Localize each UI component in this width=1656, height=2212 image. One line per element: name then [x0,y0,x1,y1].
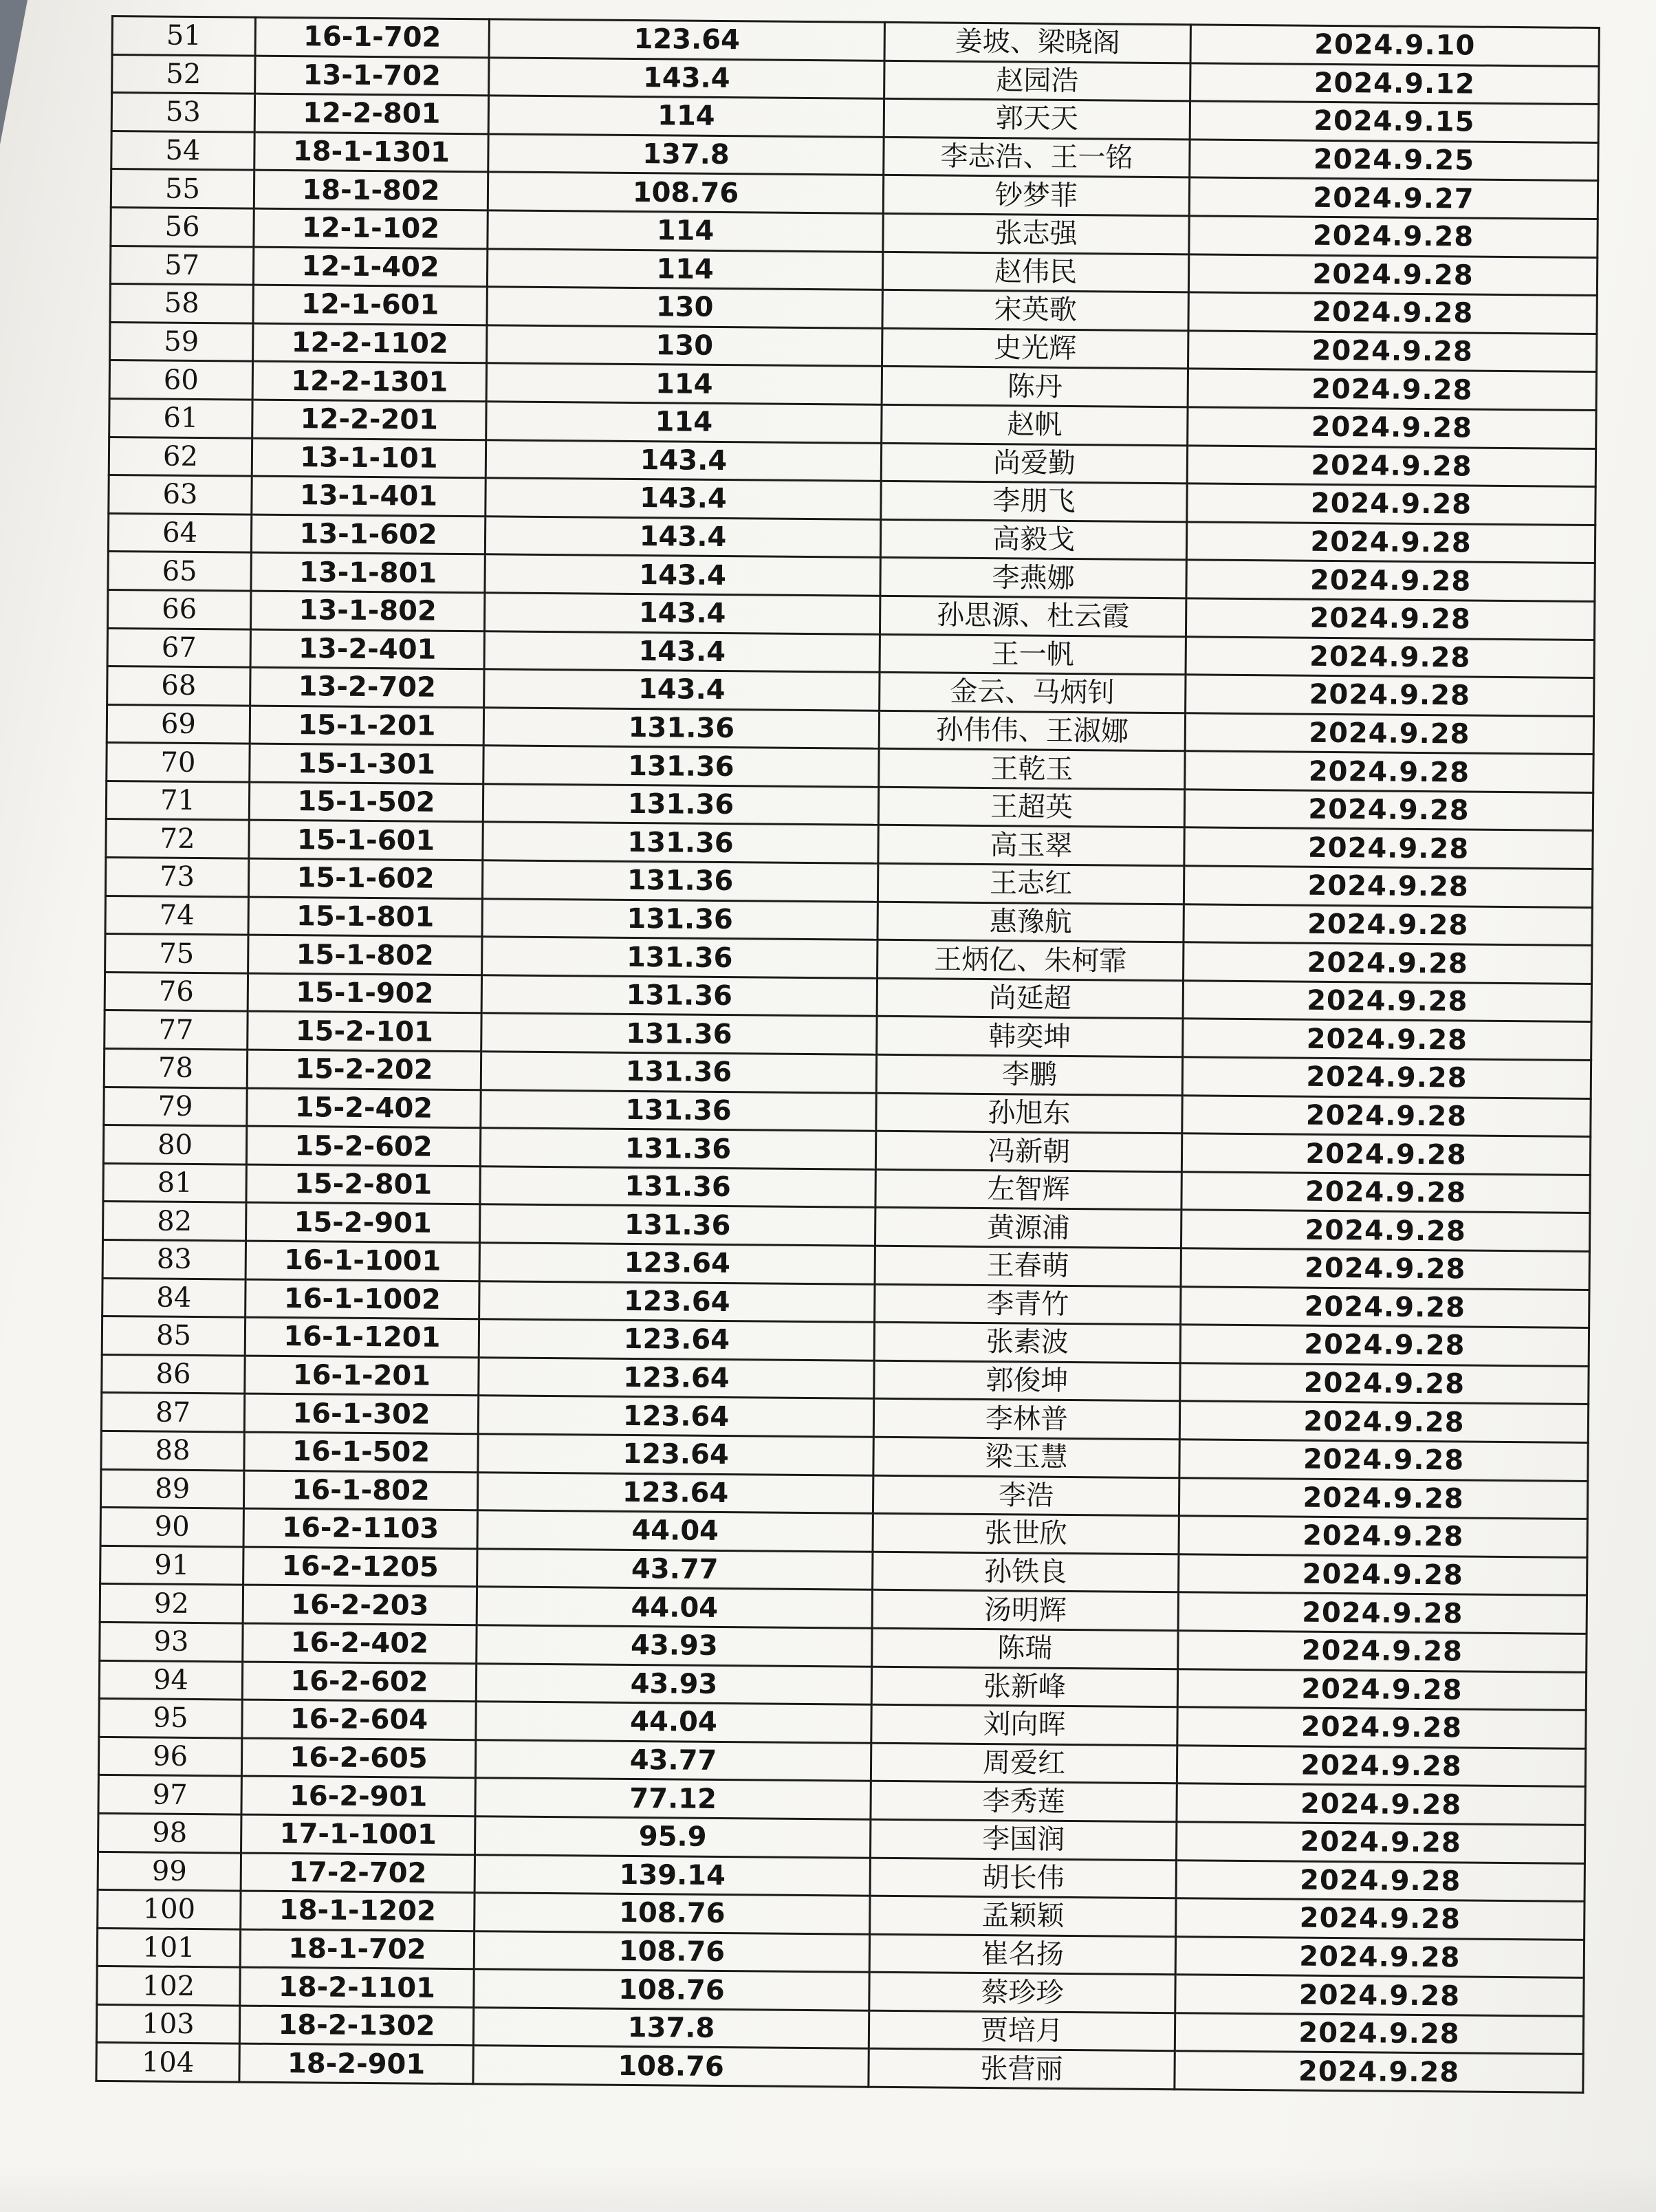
area-cell: 131.36 [481,975,877,1017]
room-number-cell: 12-1-601 [253,285,487,325]
date-cell: 2024.9.28 [1183,1019,1591,1060]
serial-number-cell: 77 [105,1010,248,1050]
serial-number-cell: 60 [109,360,252,400]
room-number-cell: 15-2-101 [248,1012,481,1052]
date-cell: 2024.9.28 [1176,1860,1584,1901]
serial-number-cell: 65 [108,552,251,591]
date-cell: 2024.9.28 [1189,216,1598,257]
serial-number-cell: 73 [105,858,248,897]
area-cell: 143.4 [485,517,880,558]
owner-name-cell: 李燕娜 [880,558,1186,598]
date-cell: 2024.9.28 [1186,675,1594,716]
room-number-cell: 18-1-802 [254,171,488,210]
area-cell: 139.14 [475,1854,870,1896]
owner-name-cell: 胡长伟 [870,1858,1176,1898]
owner-name-cell: 李秀莲 [871,1781,1177,1822]
serial-number-cell: 94 [99,1660,242,1700]
page-bottom-shade [0,2164,1656,2212]
owner-name-cell: 贾培月 [869,2010,1175,2051]
room-number-cell: 16-1-802 [243,1471,477,1510]
serial-number-cell: 103 [96,2004,239,2043]
area-cell: 131.36 [480,1167,875,1208]
area-cell: 108.76 [475,1893,870,1934]
room-number-cell: 13-1-801 [251,552,485,592]
date-cell: 2024.9.28 [1186,560,1595,601]
room-number-cell: 15-1-502 [249,782,483,822]
serial-number-cell: 78 [104,1048,247,1087]
date-cell: 2024.9.28 [1184,866,1592,907]
room-number-cell: 18-1-1202 [241,1891,475,1931]
owner-name-cell: 尚爱勤 [881,443,1187,484]
date-cell: 2024.9.28 [1175,2013,1583,2054]
serial-number-cell: 93 [100,1622,243,1661]
serial-number-cell: 79 [104,1087,247,1126]
owner-name-cell: 孙旭东 [876,1093,1182,1134]
area-cell: 143.4 [484,593,880,634]
area-cell: 108.76 [473,2046,869,2087]
room-number-cell: 16-1-1002 [246,1279,479,1319]
serial-number-cell: 90 [100,1508,243,1547]
owner-name-cell: 赵园浩 [884,61,1190,101]
serial-number-cell: 81 [103,1163,246,1202]
owner-name-cell: 黄源浦 [875,1208,1181,1248]
serial-number-cell: 92 [100,1584,243,1623]
owner-name-cell: 陈丹 [882,367,1188,407]
owner-name-cell: 梁玉慧 [873,1437,1179,1477]
date-cell: 2024.9.25 [1190,140,1598,181]
owner-name-cell: 张志强 [883,213,1189,254]
room-number-cell: 12-2-201 [252,400,486,440]
owner-name-cell: 王春萌 [875,1246,1181,1286]
area-cell: 131.36 [483,707,879,748]
room-number-cell: 15-1-602 [248,858,482,898]
date-cell: 2024.9.28 [1187,484,1595,525]
owner-name-cell: 李国润 [870,1819,1176,1860]
area-cell: 123.64 [479,1281,875,1322]
owner-name-cell: 郭天天 [884,99,1190,140]
room-number-cell: 15-1-801 [248,897,482,937]
area-cell: 143.4 [486,478,881,519]
serial-number-cell: 76 [105,972,248,1011]
room-number-cell: 15-1-802 [248,935,482,975]
owner-name-cell: 左智辉 [875,1169,1181,1210]
serial-number-cell: 87 [101,1393,244,1432]
owner-name-cell: 李志浩、王一铭 [884,137,1190,177]
owner-name-cell: 韩奕坤 [877,1017,1183,1057]
owner-name-cell: 李鹏 [876,1054,1182,1095]
area-cell: 131.36 [481,1013,877,1054]
room-number-cell: 15-2-901 [246,1202,480,1242]
room-number-cell: 16-2-1205 [243,1547,477,1587]
serial-number-cell: 96 [98,1737,241,1776]
serial-number-cell: 68 [107,666,250,706]
date-cell: 2024.9.28 [1184,942,1592,984]
room-number-cell: 12-1-102 [254,208,488,248]
owner-name-cell: 李林普 [873,1399,1179,1440]
owner-name-cell: 冯新朝 [875,1131,1181,1172]
owner-name-cell: 孙伟伟、王淑娜 [879,711,1185,751]
serial-number-cell: 54 [111,131,254,170]
area-cell: 130 [487,325,882,367]
serial-number-cell: 62 [109,437,252,476]
area-cell: 131.36 [482,937,878,978]
date-cell: 2024.9.28 [1175,1936,1584,1977]
room-number-cell: 16-2-1103 [243,1508,477,1548]
serial-number-cell: 67 [107,628,250,667]
room-number-cell: 16-2-901 [241,1776,475,1816]
serial-number-cell: 74 [105,896,248,935]
date-cell: 2024.9.28 [1181,1248,1589,1290]
serial-number-cell: 58 [110,284,253,323]
date-cell: 2024.9.28 [1179,1554,1587,1596]
owner-name-cell: 李青竹 [875,1284,1181,1325]
room-number-cell: 16-1-1001 [246,1241,479,1281]
owner-name-cell: 周爱红 [871,1743,1177,1783]
room-number-cell: 13-2-401 [250,629,484,669]
date-cell: 2024.9.28 [1183,981,1591,1022]
area-cell: 137.8 [488,134,884,175]
owner-name-cell: 金云、马炳钊 [880,672,1186,713]
owner-name-cell: 汤明辉 [872,1590,1178,1631]
ledger-table [95,15,1600,2094]
room-number-cell: 16-1-1201 [245,1317,479,1357]
area-cell: 131.36 [483,784,878,825]
room-number-cell: 15-1-601 [249,821,483,860]
area-cell: 143.4 [484,669,880,711]
owner-name-cell: 张营丽 [869,2049,1175,2090]
owner-name-cell: 崔名扬 [869,1934,1175,1975]
area-cell: 131.36 [480,1128,875,1169]
area-cell: 44.04 [477,1587,872,1628]
area-cell: 43.93 [477,1625,872,1667]
serial-number-cell: 52 [112,54,255,94]
serial-number-cell: 51 [112,17,255,56]
room-number-cell: 15-2-602 [246,1126,480,1166]
serial-number-cell: 91 [100,1546,243,1585]
date-cell: 2024.9.28 [1184,904,1592,945]
owner-name-cell: 孙思源、杜云霞 [880,596,1186,636]
date-cell: 2024.9.28 [1182,1095,1591,1136]
area-cell: 114 [488,96,884,137]
date-cell: 2024.9.28 [1186,636,1594,677]
date-cell: 2024.9.12 [1190,63,1599,104]
date-cell: 2024.9.28 [1178,1592,1587,1634]
area-cell: 130 [487,287,882,328]
owner-name-cell: 高毅戈 [880,519,1186,560]
owner-name-cell: 张素波 [874,1322,1180,1363]
date-cell: 2024.9.28 [1185,713,1593,754]
date-cell: 2024.9.28 [1177,1707,1586,1748]
date-cell: 2024.9.10 [1190,25,1599,66]
serial-number-cell: 86 [102,1354,245,1394]
room-number-cell: 16-2-605 [241,1738,475,1778]
owner-name-cell: 王乾玉 [879,749,1185,790]
serial-number-cell: 63 [109,475,252,514]
date-cell: 2024.9.28 [1188,331,1597,372]
serial-number-cell: 64 [108,513,251,552]
date-cell: 2024.9.28 [1176,1898,1584,1940]
owner-name-cell: 孙铁良 [873,1552,1179,1592]
area-cell: 123.64 [477,1472,873,1513]
date-cell: 2024.9.28 [1180,1363,1589,1405]
serial-number-cell: 84 [102,1278,246,1317]
serial-number-cell: 85 [102,1316,245,1356]
date-cell: 2024.9.28 [1181,1172,1590,1213]
room-number-cell: 13-1-401 [252,476,486,516]
serial-number-cell: 83 [102,1239,246,1279]
owner-name-cell: 李朋飞 [881,481,1187,521]
room-number-cell: 15-1-301 [250,744,483,783]
serial-number-cell: 56 [111,207,254,246]
serial-number-cell: 97 [98,1775,241,1814]
area-cell: 131.36 [482,860,878,902]
date-cell: 2024.9.28 [1181,1286,1589,1327]
area-cell: 44.04 [476,1702,871,1743]
serial-number-cell: 55 [111,169,254,208]
date-cell: 2024.9.28 [1185,751,1593,792]
date-cell: 2024.9.28 [1181,1210,1589,1251]
room-number-cell: 13-2-702 [250,667,484,707]
date-cell: 2024.9.28 [1182,1057,1591,1098]
area-cell: 108.76 [488,172,883,213]
owner-name-cell: 姜坡、梁晓阁 [884,22,1190,63]
room-number-cell: 15-2-402 [247,1088,481,1128]
serial-number-cell: 101 [97,1928,240,1967]
owner-name-cell: 张新峰 [871,1667,1177,1707]
room-number-cell: 16-2-604 [242,1700,476,1739]
date-cell: 2024.9.28 [1180,1325,1589,1366]
ledger-body [96,17,1600,2093]
area-cell: 123.64 [489,19,884,61]
serial-number-cell: 104 [96,2043,239,2082]
room-number-cell: 13-1-602 [251,514,485,554]
area-cell: 114 [488,210,883,252]
owner-name-cell: 蔡珍珍 [869,1973,1175,2013]
serial-number-cell: 72 [106,819,249,858]
serial-number-cell: 57 [110,246,253,285]
area-cell: 114 [486,363,882,404]
room-number-cell: 16-2-602 [242,1662,476,1702]
date-cell: 2024.9.15 [1190,101,1598,142]
date-cell: 2024.9.28 [1184,790,1593,831]
area-cell: 43.77 [477,1548,873,1590]
room-number-cell: 18-1-1301 [254,132,488,172]
date-cell: 2024.9.28 [1179,1477,1587,1519]
room-number-cell: 15-2-801 [246,1164,480,1204]
date-cell: 2024.9.28 [1184,827,1593,869]
serial-number-cell: 69 [107,704,250,744]
room-number-cell: 12-2-801 [254,94,488,133]
date-cell: 2024.9.27 [1189,177,1598,219]
serial-number-cell: 82 [103,1202,246,1241]
area-cell: 108.76 [474,1931,869,1972]
owner-name-cell: 李浩 [873,1475,1179,1516]
room-number-cell: 16-1-302 [244,1394,478,1433]
area-cell: 114 [487,248,882,290]
area-cell: 123.64 [479,1358,874,1399]
owner-name-cell: 郭俊坤 [874,1360,1180,1401]
room-number-cell: 12-1-402 [253,247,487,287]
serial-number-cell: 71 [106,781,249,820]
room-number-cell: 15-2-202 [247,1050,481,1089]
area-cell: 131.36 [482,898,878,940]
date-cell: 2024.9.28 [1175,2051,1583,2092]
room-number-cell: 15-1-902 [248,973,481,1013]
area-cell: 131.36 [483,822,878,863]
date-cell: 2024.9.28 [1188,369,1596,410]
room-number-cell: 12-2-1301 [252,361,486,401]
room-number-cell: 16-2-402 [243,1623,477,1663]
date-cell: 2024.9.28 [1188,292,1597,334]
date-cell: 2024.9.28 [1178,1631,1587,1672]
serial-number-cell: 80 [103,1125,246,1164]
page-corner-shadow [0,0,28,144]
room-number-cell: 18-2-901 [239,2044,473,2084]
serial-number-cell: 53 [111,93,254,132]
owner-name-cell: 张世欣 [873,1513,1179,1554]
room-number-cell: 12-2-1102 [253,323,487,363]
room-number-cell: 13-1-702 [255,56,489,96]
serial-number-cell: 66 [108,589,251,629]
serial-number-cell: 70 [107,743,250,782]
room-number-cell: 16-1-502 [244,1432,478,1472]
serial-number-cell: 88 [101,1431,244,1470]
room-number-cell: 13-1-101 [252,438,486,478]
owner-name-cell: 钞梦菲 [883,175,1189,216]
owner-name-cell: 刘向晖 [871,1704,1177,1745]
area-cell: 44.04 [477,1510,873,1552]
area-cell: 131.36 [481,1089,876,1131]
owner-name-cell: 赵伟民 [882,252,1188,292]
owner-name-cell: 王一帆 [880,634,1186,675]
serial-number-cell: 89 [100,1469,243,1508]
area-cell: 123.64 [478,1434,873,1475]
owner-name-cell: 王志红 [878,863,1184,904]
owner-name-cell: 尚延超 [877,978,1183,1019]
date-cell: 2024.9.28 [1177,1669,1586,1710]
area-cell: 43.93 [476,1663,871,1704]
owner-name-cell: 高玉翠 [878,825,1184,866]
area-cell: 143.4 [484,631,880,672]
owner-name-cell: 赵帆 [882,404,1188,445]
room-number-cell: 18-1-702 [240,1929,474,1969]
date-cell: 2024.9.28 [1176,1822,1584,1863]
area-cell: 143.4 [489,57,884,98]
date-cell: 2024.9.28 [1179,1440,1588,1481]
room-number-cell: 17-2-702 [241,1853,475,1893]
owner-name-cell: 孟颖颖 [870,1896,1176,1936]
serial-number-cell: 95 [99,1699,242,1738]
owner-name-cell: 王炳亿、朱柯霏 [878,940,1184,981]
owner-name-cell: 史光辉 [882,328,1188,369]
date-cell: 2024.9.28 [1188,254,1597,295]
area-cell: 137.8 [473,2008,869,2049]
room-number-cell: 16-1-201 [245,1356,479,1396]
area-cell: 43.77 [475,1739,871,1781]
area-cell: 95.9 [475,1817,871,1858]
serial-number-cell: 100 [98,1890,241,1929]
area-cell: 77.12 [475,1778,871,1819]
owner-name-cell: 陈瑞 [872,1628,1178,1669]
area-cell: 143.4 [486,440,881,481]
date-cell: 2024.9.28 [1186,522,1595,563]
area-cell: 143.4 [485,554,880,596]
area-cell: 123.64 [479,1319,874,1360]
date-cell: 2024.9.28 [1188,407,1596,448]
serial-number-cell: 98 [98,1813,241,1852]
owner-name-cell: 惠豫航 [878,902,1184,942]
date-cell: 2024.9.28 [1187,445,1595,486]
date-cell: 2024.9.28 [1177,1745,1585,1786]
serial-number-cell: 59 [110,322,253,361]
room-number-cell: 18-2-1101 [240,1967,474,2007]
room-number-cell: 13-1-802 [250,591,484,631]
area-cell: 108.76 [474,1969,869,2010]
owner-name-cell: 宋英歌 [882,290,1188,330]
area-cell: 131.36 [483,746,879,787]
area-cell: 114 [486,402,882,443]
date-cell: 2024.9.28 [1179,1516,1587,1557]
area-cell: 123.64 [479,1243,875,1284]
serial-number-cell: 75 [105,934,248,973]
room-number-cell: 18-2-1302 [239,2006,473,2046]
date-cell: 2024.9.28 [1177,1783,1585,1825]
date-cell: 2024.9.28 [1186,598,1594,640]
serial-number-cell: 61 [109,398,252,437]
room-number-cell: 17-1-1001 [241,1814,475,1854]
date-cell: 2024.9.28 [1179,1401,1588,1442]
serial-number-cell: 102 [97,1966,240,2006]
serial-number-cell: 99 [98,1852,241,1891]
area-cell: 131.36 [481,1052,876,1093]
date-cell: 2024.9.28 [1181,1134,1590,1175]
area-cell: 123.64 [478,1396,873,1437]
room-number-cell: 15-1-201 [250,706,483,746]
room-number-cell: 16-1-702 [255,17,489,57]
owner-name-cell: 王超英 [878,787,1184,827]
room-number-cell: 16-2-203 [243,1585,477,1625]
area-cell: 131.36 [479,1204,875,1246]
date-cell: 2024.9.28 [1175,1975,1584,2016]
